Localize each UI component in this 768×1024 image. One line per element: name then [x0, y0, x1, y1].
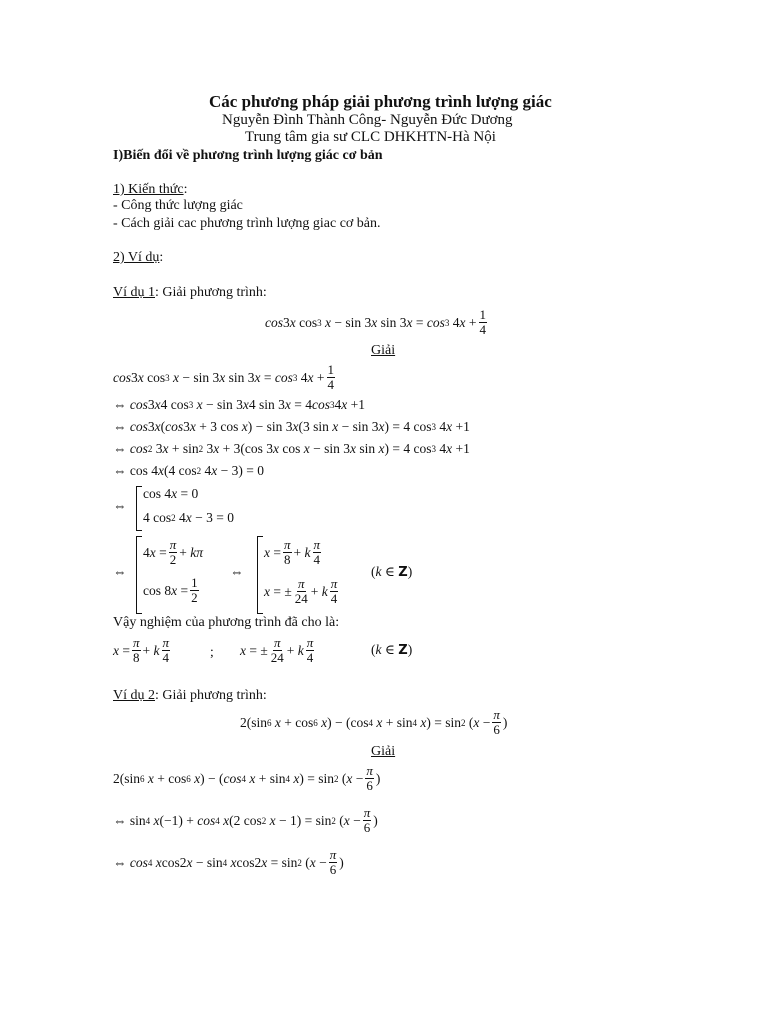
final-solution: x = π 8 + k π 4	[113, 635, 170, 665]
conclusion-text: Vậy nghiệm của phương trình đã cho là:	[113, 615, 340, 630]
system-brace	[136, 536, 142, 614]
knowledge-item: - Cách giải cac phương trình lượng giac cơ bản.	[113, 216, 381, 231]
examples-heading: 2) Ví dụ:	[113, 250, 164, 265]
solution-label: Giải	[371, 744, 396, 759]
system-line: 4 cos 2 4 x − 3 = 0	[143, 510, 234, 525]
system-line: cos 8 x = 1 2	[143, 575, 198, 605]
section-heading: I)Biến đổi về phương trình lượng giác cơ bản	[113, 148, 383, 163]
document-title: Các phương pháp giải phương trình lượng giác	[209, 92, 552, 111]
equivalence-sign: ⇔	[113, 564, 127, 579]
solution-label: Giải	[371, 343, 396, 358]
final-solution: x = ± π 24 + k π 4	[240, 635, 314, 665]
equivalence-sign: ⇔	[113, 498, 127, 513]
solution-step: ⇔ cos 3 x ( cos 3 x + 3 cos x ) − sin 3 x (3 sin x − sin 3 x ) = 4 cos 3 4 x +1	[113, 419, 470, 434]
example2-heading: Ví dụ 2: Giải phương trình:	[113, 688, 267, 703]
system-brace	[136, 486, 142, 531]
k-condition: ( k ∈ Z )	[371, 564, 413, 580]
system-line: x = ± π 24 + k π 4	[264, 576, 338, 606]
separator: ;	[210, 644, 214, 659]
solution-step: 2(sin 6 x + cos 6 x ) − ( cos 4 x + sin 4 x ) = sin 2 ( x − π 6 )	[113, 763, 381, 793]
knowledge-item: - Công thức lượng giác	[113, 198, 243, 213]
example1-heading: Ví dụ 1: Giải phương trình:	[113, 285, 267, 300]
solution-step: ⇔ cos 4 x (4 cos 2 4 x − 3) = 0	[113, 463, 264, 478]
center-name: Trung tâm gia sư CLC DHKHTN-Hà Nội	[245, 129, 496, 145]
system-line: x = π 8 + k π 4	[264, 537, 321, 567]
knowledge-heading: 1) Kiến thức:	[113, 182, 188, 197]
solution-step: ⇔ sin 4 x (−1) + cos 4 x (2 cos 2 x − 1) = sin 2 ( x − π 6 )	[113, 805, 378, 835]
system-line: cos 4 x = 0	[143, 486, 199, 501]
solution-step: ⇔ cos 4 x cos2 x − sin 4 x cos2 x = sin 2 ( x − π 6 )	[113, 847, 344, 877]
system-brace	[257, 536, 263, 614]
solution-step: ⇔ cos 3 x 4 cos 3 x − sin 3 x 4 sin 3 x = 4 cos 3 4 x +1	[113, 397, 366, 412]
example2-equation: 2(sin 6 x + cos 6 x ) − (cos 4 x + sin 4 x ) = sin 2 ( x − π 6 )	[240, 707, 508, 737]
equivalence-sign: ⇔	[230, 564, 244, 579]
solution-step: cos 3 x cos 3 x − sin 3 x sin 3 x = cos 3 4 x + 1 4	[113, 362, 335, 392]
system-line: 4 x = π 2 + kπ	[143, 537, 204, 567]
k-condition: ( k ∈ Z )	[371, 642, 413, 658]
solution-step: ⇔ cos 2 3 x + sin 2 3 x + 3(cos 3 x cos x − sin 3 x sin x ) = 4 cos 3 4 x +1	[113, 441, 470, 456]
authors: Nguyễn Đình Thành Công- Nguyễn Đức Dương	[222, 112, 513, 128]
example1-equation: cos 3 x cos 3 x − sin 3 x sin 3 x = cos 3 4 x + 1 4	[265, 307, 487, 337]
